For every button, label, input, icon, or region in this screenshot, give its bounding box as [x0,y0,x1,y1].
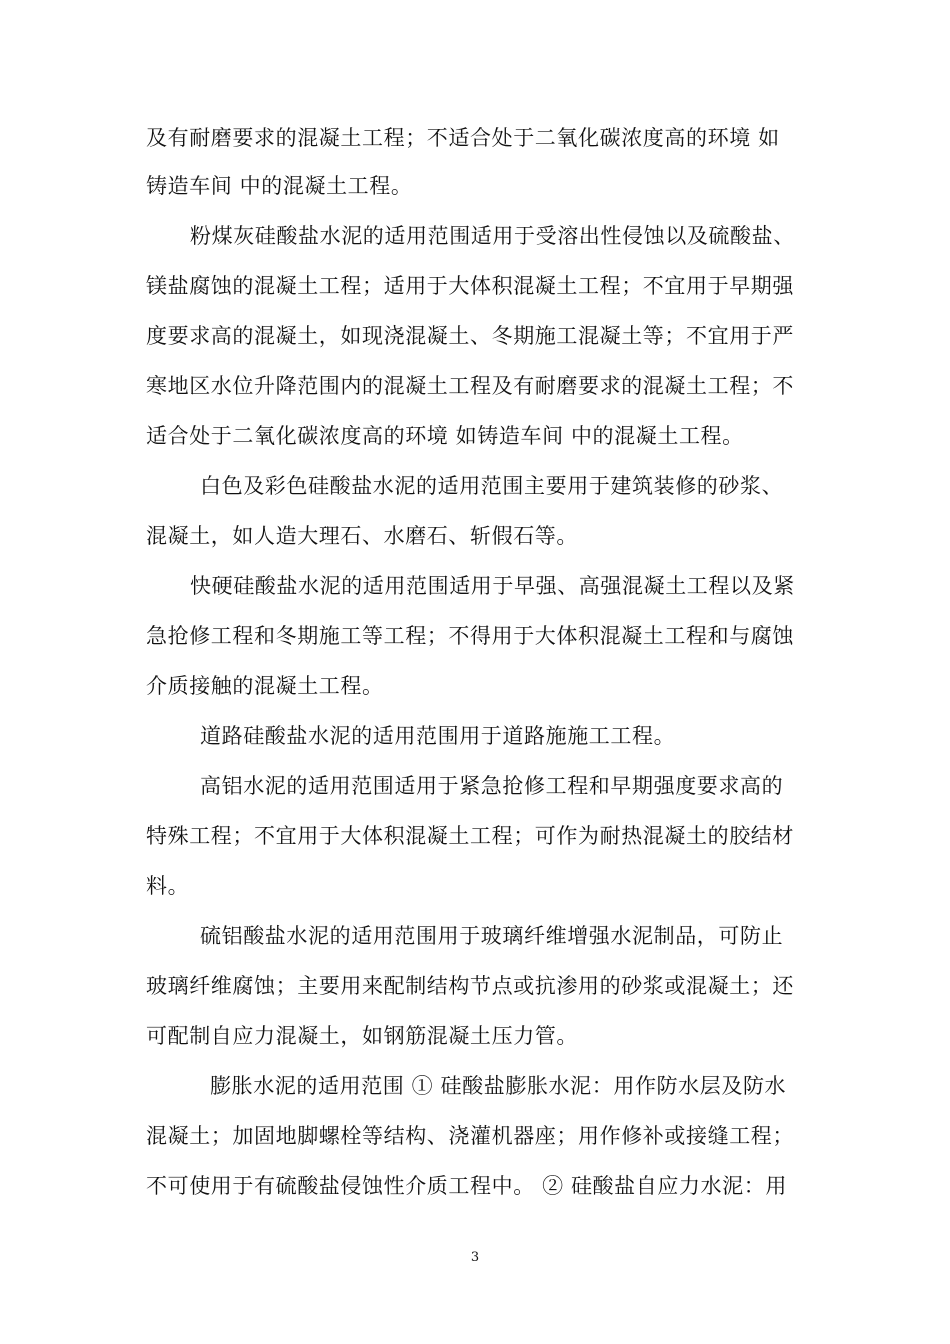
text-line: 不可使用于有硫酸盐侵蚀性介质工程中。 ② 硅酸盐自应力水泥：用 [146,1174,787,1198]
text-line: 料。 [146,874,190,898]
text-line: 介质接触的混凝土工程。 [146,674,384,698]
paragraph-start-sulphoaluminate-cement: 硫铝酸盐水泥的适用范围用于玻璃纤维增强水泥制品，可防止 [200,924,784,948]
text-line: 寒地区水位升降范围内的混凝土工程及有耐磨要求的混凝土工程；不 [146,374,794,398]
text-line: 混凝土，如人造大理石、水磨石、斩假石等。 [146,524,578,548]
text-line: 特殊工程；不宜用于大体积混凝土工程；可作为耐热混凝土的胶结材 [146,824,794,848]
text-line: 铸造车间 中的混凝土工程。 [146,174,413,198]
text-line: 及有耐磨要求的混凝土工程；不适合处于二氧化碳浓度高的环境 如 [146,126,780,150]
page-number: 3 [470,1250,480,1265]
text-line: 适合处于二氧化碳浓度高的环境 如铸造车间 中的混凝土工程。 [146,424,744,448]
paragraph-start-road-cement: 道路硅酸盐水泥的适用范围用于道路施施工工程。 [200,724,676,748]
paragraph-start-expansive-cement: 膨胀水泥的适用范围 ① 硅酸盐膨胀水泥：用作防水层及防水 [210,1074,787,1098]
text-line: 可配制自应力混凝土，如钢筋混凝土压力管。 [146,1024,578,1048]
paragraph-start-white-color-cement: 白色及彩色硅酸盐水泥的适用范围主要用于建筑装修的砂浆、 [200,474,784,498]
text-line: 急抢修工程和冬期施工等工程；不得用于大体积混凝土工程和与腐蚀 [146,624,794,648]
paragraph-start-rapid-hardening-cement: 快硬硅酸盐水泥的适用范围适用于早强、高强混凝土工程以及紧 [190,574,795,598]
paragraph-start-fly-ash-cement: 粉煤灰硅酸盐水泥的适用范围适用于受溶出性侵蚀以及硫酸盐、 [190,224,795,248]
text-line: 混凝土；加固地脚螺栓等结构、浇灌机器座；用作修补或接缝工程； [146,1124,794,1148]
text-line: 玻璃纤维腐蚀；主要用来配制结构节点或抗渗用的砂浆或混凝土；还 [146,974,794,998]
paragraph-start-high-alumina-cement: 高铝水泥的适用范围适用于紧急抢修工程和早期强度要求高的 [200,774,784,798]
text-line: 度要求高的混凝土，如现浇混凝土、冬期施工混凝土等；不宜用于严 [146,324,794,348]
text-line: 镁盐腐蚀的混凝土工程；适用于大体积混凝土工程；不宜用于早期强 [146,274,794,298]
